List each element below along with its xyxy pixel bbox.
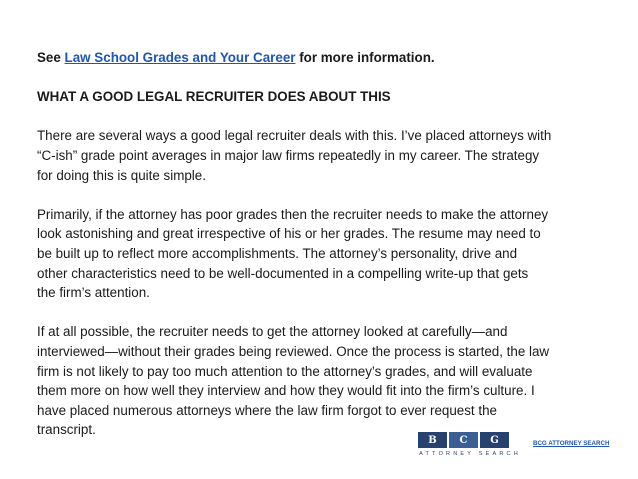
intro-prefix: See [37, 50, 65, 65]
paragraph-line: have placed numerous attorneys where the law firm forgot to ever request the [37, 402, 497, 418]
article-body [37, 48, 607, 440]
paragraph-line: “C-ish” grade point averages in major law firms repeatedly in my career. The strategy [37, 147, 540, 163]
paragraph-line: the firm’s attention. [37, 285, 150, 301]
logo-letters [418, 432, 522, 448]
paragraph-line: interviewed—without their grades being reviewed. Once the process is started, the law [37, 343, 550, 359]
law-school-grades-link[interactable]: Law School Grades and Your Career [64, 50, 296, 65]
bcg-attorney-search-link[interactable]: BCG ATTORNEY SEARCH [533, 440, 610, 447]
logo-subtitle: ATTORNEY SEARCH [419, 451, 521, 457]
paragraph-line: Primarily, if the attorney has poor grades then the recruiter needs to make the attorney [37, 206, 549, 222]
paragraph-line: for doing this is quite simple. [37, 167, 206, 183]
paragraph-2 [37, 205, 607, 303]
section-heading: WHAT A GOOD LEGAL RECRUITER DOES ABOUT THIS [37, 89, 391, 105]
intro-line [37, 48, 607, 68]
paragraph-line: firm is not likely to pay too much attention to the attorney’s grades, and will evaluate [37, 363, 533, 379]
paragraph-line: look astonishing and great irrespective of his or her grades. The resume may need to [37, 226, 541, 242]
logo-letter-c: C [449, 432, 478, 448]
paragraph-line: them more on how well they interview and how they would fit into the firm’s culture. I [37, 383, 535, 399]
paragraph-line: other characteristics need to be well-documented in a compelling write-up that gets [37, 265, 529, 281]
intro-suffix: for more information. [295, 50, 435, 65]
paragraph-line: transcript. [37, 422, 96, 438]
bcg-logo [418, 432, 522, 466]
paragraph-1 [37, 126, 607, 185]
logo-letter-g: G [480, 432, 509, 448]
paragraph-line: be built up to reflect more accomplishments. The attorney’s personality, drive and [37, 245, 518, 261]
logo-letter-b: B [418, 432, 447, 448]
paragraph-line: There are several ways a good legal recruiter deals with this. I’ve placed attorneys with [37, 128, 552, 144]
paragraph-line: If at all possible, the recruiter needs to get the attorney looked at carefully—and [37, 324, 508, 340]
paragraph-3 [37, 322, 607, 440]
